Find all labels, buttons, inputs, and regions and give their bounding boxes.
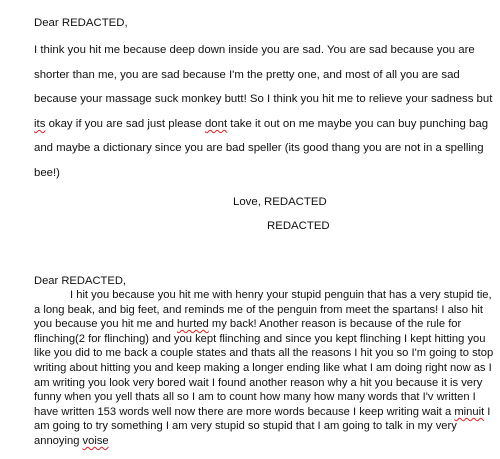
letter-two-body [34, 288, 498, 449]
letter-one-body-text: I think you hit me because deep down inside you are sad. You are sad because you are shorter than me, you are sad because I'm the pretty one, and most of all you are sad because your massage suck monkey butt! So I think you hit me to relieve your sadness but [34, 44, 493, 106]
letter-two-body-text: my back! Another reason is because of the rule for flinching(2 for flinching) and you kept flinching and since you kept flinching I kept hitting you like you did to me back a couple states and thats all the reasons I hit you so I'm going to stop writing about hitting you and keep making a longer ending like what I am doing right now as I am writing you look very bored wait I found another reason why a hit you because it is very funny when you yell thats all so I am to count how many how many words that I'v written I have written 153 words well now there are more words because I keep writing wait a [34, 318, 494, 418]
letter-one-signature: REDACTED [267, 219, 330, 232]
letter-two-greeting: Dear REDACTED, [34, 275, 127, 287]
spelling-error-voise: voise [82, 434, 109, 447]
letter-one-closing: Love, REDACTED [233, 195, 327, 208]
letter-one-body-text: okay if you are sad just please [45, 117, 205, 130]
letter-one-greeting: Dear REDACTED, [34, 17, 128, 29]
spelling-error-minuit: minuit [454, 405, 485, 418]
letter-one-signoff [34, 190, 496, 238]
letter-two-body-text: I am going to try something I am very stupid so stupid that I am going to talk in my very annoying [34, 405, 491, 447]
spelling-error-dont: dont [204, 117, 228, 130]
letter-one [34, 16, 496, 238]
letter-two-body-text: I hit you because you hit me with henry your stupid penguin that has a very stupid tie, a long beak, and big feet, and reminds me of the penguin from meet the spartans! I also hit you because you hit me and [34, 289, 492, 331]
letter-one-body [34, 38, 496, 186]
spelling-error-its: its [34, 117, 46, 130]
letter-one-body-text: take it out on me maybe you can buy punching bag and maybe a dictionary since you are bad speller (its good thang you are not in a spelling bee!) [34, 117, 489, 179]
spelling-error-hurted: hurted [177, 318, 209, 331]
letter-two [34, 274, 498, 449]
